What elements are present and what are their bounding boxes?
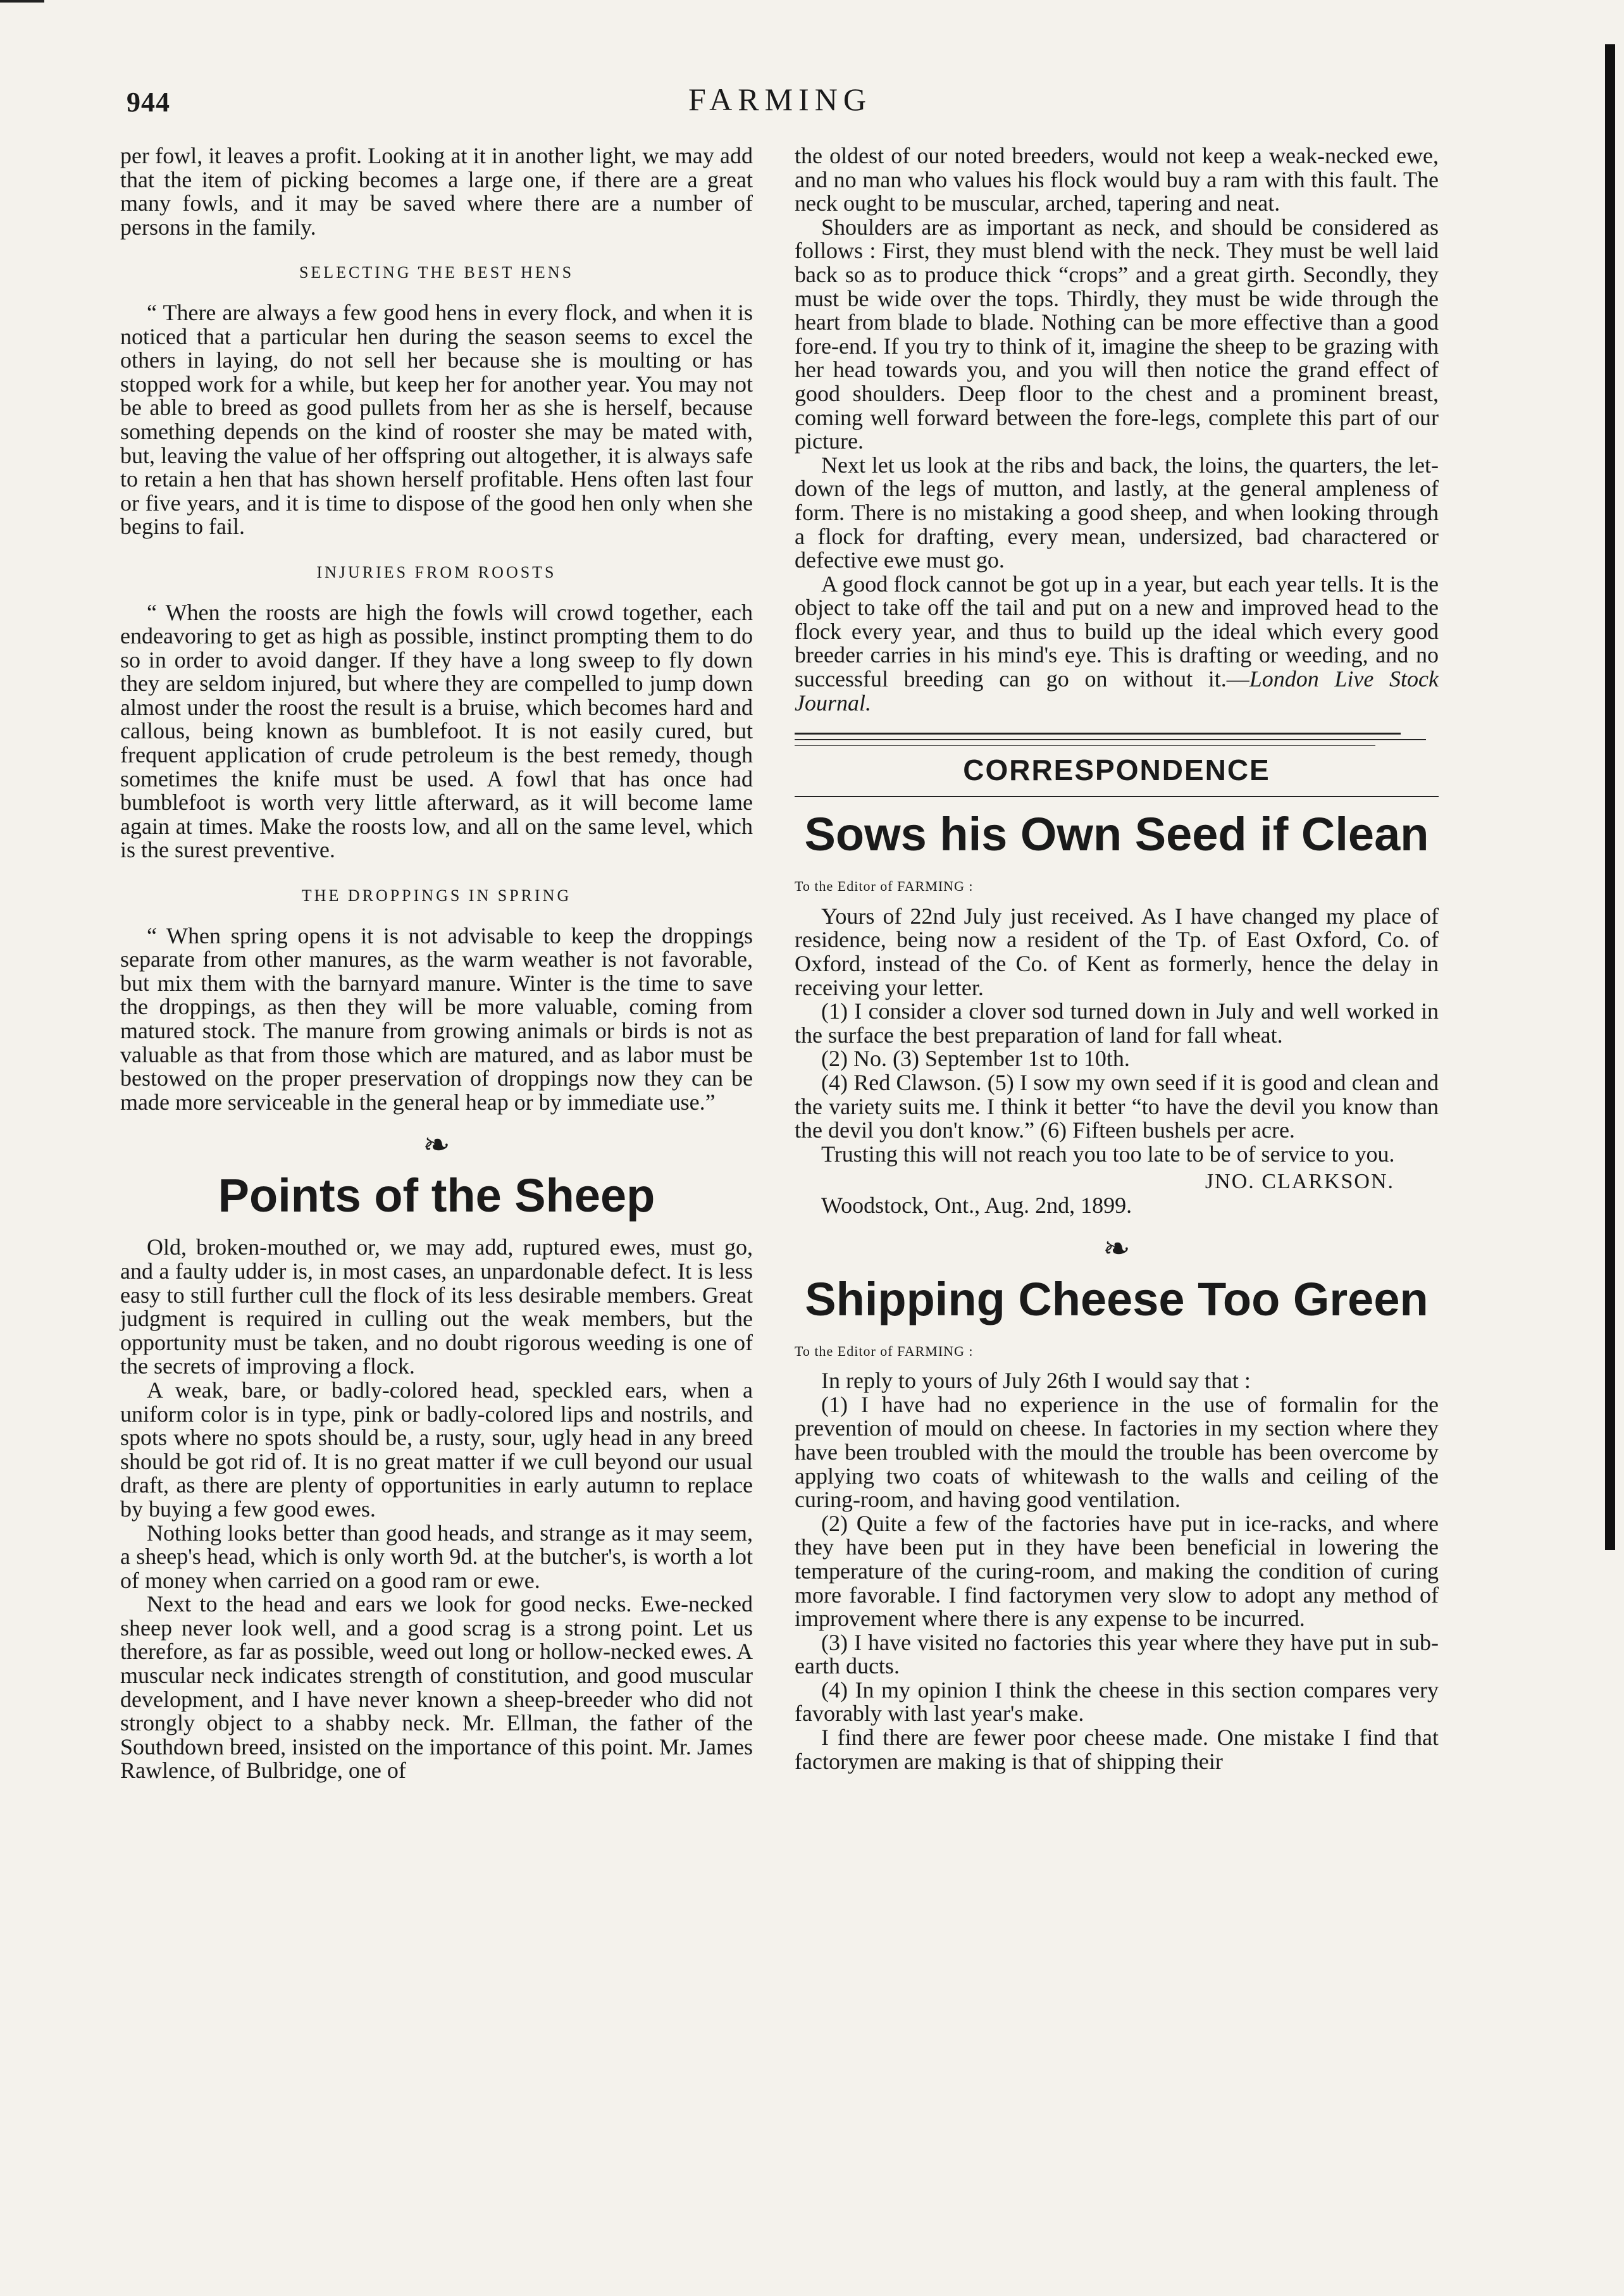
article-title-sheep: Points of the Sheep: [218, 1169, 655, 1222]
sheep-paragraph: Next to the head and ears we look for good necks. Ewe-necked sheep never look well, and a good scrag is a strong point. Let us therefore, as far as possible, weed out long or hollow-necked ewes. A muscular neck indicates strength of constitution, and good muscular development, and I have never known a sheep-breeder who did not strongly object to a shabby neck. Mr. Ellman, the father of the Southdown breed, insisted on the importance of this point. Mr. James Rawlence, of Bulbridge, one of: [120, 1591, 753, 1784]
subhead-droppings-spring: THE DROPPINGS IN SPRING: [301, 886, 572, 905]
letter-signature: JNO. CLARKSON.: [1205, 1170, 1394, 1194]
letter-paragraph: (1) I have had no experience in the use of formalin for the prevention of mould on cheese. In factories in my section where they have been troubled with the mould the trouble has been overcome by applying two coats of whitewash to the walls and ceiling of the curing-room, and having good ventilation.: [795, 1391, 1439, 1513]
letter-paragraph: (2) Quite a few of the factories have put in ice-racks, and where they have been put in they have been beneficial in lowering the temperature of the curing-room, and making the condition of curing more favorable. I find factorymen very slow to adopt any method of improvement where there is any expense to be incurred.: [795, 1510, 1439, 1632]
sheep-continued-paragraph: Next let us look at the ribs and back, the loins, the quarters, the let-down of the legs of mutton, and lastly, at the general ampleness of form. There is no mistaking a good sheep, and when looking through a flock for drafting, every mean, undersized, bad charactered or defective ewe must go.: [795, 452, 1439, 573]
page-edge-bar: [1605, 44, 1615, 1550]
intro-paragraph: per fowl, it leaves a profit. Looking at it in another light, we may add that the item of picking becomes a large one, if there are a great many fowls, and it may be saved where there are a number of persons in the family.: [120, 143, 753, 240]
letter-paragraph: (3) I have visited no factories this year where they have put in sub-earth ducts.: [795, 1629, 1439, 1679]
right-column: [795, 144, 1439, 1773]
letter-paragraph: (4) Red Clawson. (5) I sow my own seed if it is good and clean and the variety suits me. I think it better “to have the devil you know than the devil you don't know.” (6) Fifteen bushels per acre.: [795, 1070, 1439, 1143]
subhead-selecting-hens: SELECTING THE BEST HENS: [299, 263, 574, 282]
banner-rule: [795, 796, 1439, 797]
left-column: [120, 144, 753, 1783]
letter-paragraph: (1) I consider a clover sod turned down in July and well worked in the surface the best preparation of land for fall wheat.: [795, 998, 1439, 1048]
corner-mark: [0, 0, 44, 3]
section-banner: CORRESPONDENCE: [963, 754, 1270, 787]
letter-title-cheese: Shipping Cheese Too Green: [805, 1272, 1429, 1325]
letter-paragraph: I find there are fewer poor cheese made. One mistake I find that factorymen are making is that of shipping their: [795, 1725, 1439, 1774]
section-divider: [795, 729, 1439, 752]
letter-paragraph: (2) No. (3) September 1st to 10th.: [821, 1046, 1130, 1072]
letter-paragraph: Trusting this will not reach you too late to be of service to you.: [821, 1141, 1395, 1167]
sheep-final-text: A good flock cannot be got up in a year, but each year tells. It is the object to take off the tail and put on a new and improved head to the flock every year, and thus to build up the ideal which every good breeder carries in his mind's eye. This is drafting or weeding, and no successful breeding can go on without it.—: [795, 571, 1439, 692]
article-source: London Live Stock Journal.: [795, 666, 1439, 716]
paragraph-droppings-spring: “ When spring opens it is not advisable to keep the droppings separate from other manures, as the warm weather is not favorable, but mix them with the barnyard manure. Winter is the time to save the droppings, as then they will be more valuable, coming from matured stock. The manure from growing animals or birds is not as valuable as that from those which are matured, and as labor must be bestowed on the proper preservation of droppings now they can be made more serviceable in the general heap or by immediate use.”: [120, 922, 753, 1115]
sheep-continued-paragraph: Shoulders are as important as neck, and should be considered as follows : First, they must blend with the neck. They must be well laid back so as to produce thick “crops” and a great girth. Secondly, they must be wide over the tops. Thirdly, they must be wide through the heart from blade to blade. Nothing can be more effective than a good fore-end. If you try to think of it, imagine the sheep to be grazing with her head towards you, and you will then notice the grand effect of good shoulders. Deep floor to the chest and a prominent breast, coming well forward between the fore-legs, complete this part of our picture.: [795, 214, 1439, 454]
letter-title-seed: Sows his Own Seed if Clean: [804, 808, 1429, 861]
sheep-final-paragraph: [795, 573, 1439, 716]
letter-dateline: Woodstock, Ont., Aug. 2nd, 1899.: [821, 1192, 1132, 1218]
hand-ornament-icon: ❧: [423, 1127, 450, 1164]
sheep-paragraph: Old, broken-mouthed or, we may add, ruptured ewes, must go, and a faulty udder is, in most cases, an unpardonable defect. It is less easy to still further cull the flock of its less desirable members. Great judgment is required in culling out the weak members, but the opportunity must be taken, and no doubt rigorous weeding is one of the secrets of improving a flock.: [120, 1234, 753, 1379]
journal-title: FARMING: [688, 82, 872, 117]
paragraph-selecting-hens: “ There are always a few good hens in every flock, and when it is noticed that a particular hen during the season seems to excel the others in laying, do not sell her because she is moulting or has stopped work for a while, but keep her for another year. You may not be able to breed as good pullets from her as she is herself, because something depends on the kind of rooster she may be mated with, but, leaving the value of her offspring out altogether, it is always safe to retain a hen that has shown herself profitable. Hens often last four or five years, and it is time to dispose of the good hen only when she begins to fail.: [120, 299, 753, 540]
letter-paragraph: Yours of 22nd July just received. As I have changed my place of residence, being now a resident of the Tp. of East Oxford, Co. of Oxford, instead of the Co. of Kent as formerly, hence the delay in receiving your letter.: [795, 903, 1439, 1000]
sheep-continued-paragraph: the oldest of our noted breeders, would not keep a weak-necked ewe, and no man who values his flock would buy a ram with this fault. The neck ought to be muscular, arched, tapering and neat.: [795, 143, 1439, 216]
hand-ornament-icon: ❧: [1103, 1231, 1131, 1267]
subhead-injuries-roosts: INJURIES FROM ROOSTS: [316, 562, 557, 581]
letter-paragraph: In reply to yours of July 26th I would say that :: [821, 1368, 1251, 1394]
paragraph-injuries-roosts: “ When the roosts are high the fowls will crowd together, each endeavoring to get as high as possible, instinct prompting them to do so in order to avoid danger. If they have a long sweep to fly down they are seldom injured, but where they are compelled to jump down almost under the roost the result is a bruise, which becomes hard and callous, being known as bumblefoot. It is not easily cured, but frequent application of crude petroleum is the best remedy, though sometimes the knife must be used. A fowl that has once had bumblefoot is worth very little afterward, as it will become lame again at times. Make the roosts low, and all on the same level, which is the surest preventive.: [120, 599, 753, 863]
letter-paragraph: (4) In my opinion I think the cheese in this section compares very favorably with last year's make.: [795, 1677, 1439, 1727]
sheep-paragraph: Nothing looks better than good heads, and strange as it may seem, a sheep's head, which is only worth 9d. at the butcher's, is worth a lot of money when carried on a good ram or ewe.: [120, 1520, 753, 1593]
running-head: [119, 81, 1441, 125]
sheep-paragraph: A weak, bare, or badly-colored head, speckled ears, when a uniform color is in type, pink or badly-colored lips and nostrils, and spots where no spots should be, a rusty, sour, ugly head in any breed should be got rid of. It is no great matter if we cull beyond our usual draft, as there are plenty of opportunities in early autumn to replace by buying a few good ewes.: [120, 1377, 753, 1522]
to-editor-line: To the Editor of FARMING :: [795, 878, 974, 895]
page-number: 944: [127, 87, 170, 118]
to-editor-line: To the Editor of FARMING :: [795, 1343, 974, 1359]
